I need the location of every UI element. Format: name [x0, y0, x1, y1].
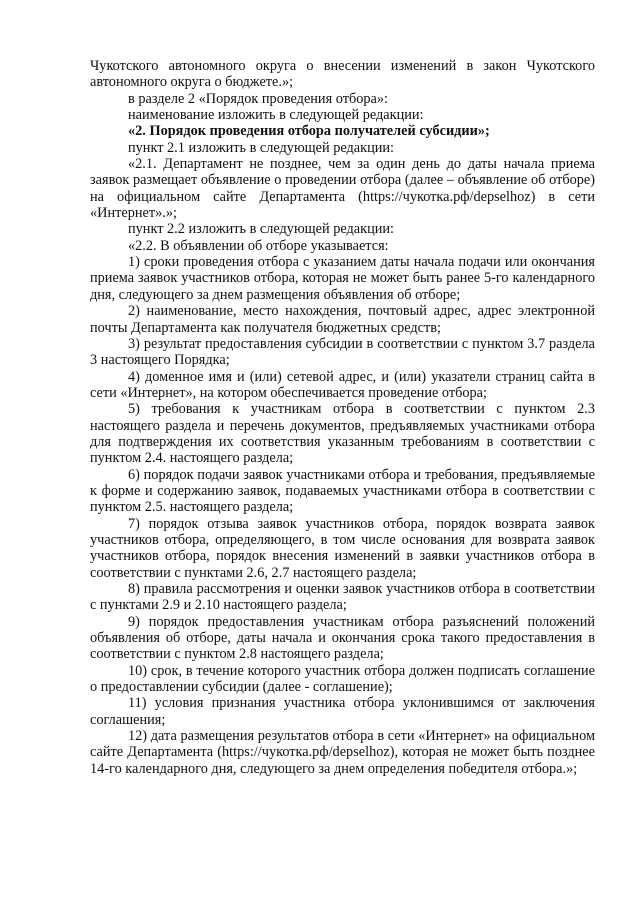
list-item-8: 8) правила рассмотрения и оценки заявок участников отбора в соответствии с пунктами 2.9 и 2.10 настоящего раздела;	[90, 581, 595, 614]
list-item-5: 5) требования к участникам отбора в соответствии с пунктом 2.3 настоящего раздела и перечень документов, предъявляемых участниками отбора для подтверждения их соответствия указанным требованиям в соответствии с пунктом 2.4. настоящего раздела;	[90, 401, 595, 467]
paragraph-clause-2-2: «2.2. В объявлении об отборе указывается:	[128, 237, 389, 254]
paragraph-continuation: Чукотского автономного округа о внесении изменений в закон Чукотского автономного округа о бюджете.»;	[90, 58, 595, 91]
paragraph-clause-2-2-intro: пункт 2.2 изложить в следующей редакции:	[128, 221, 395, 238]
section-heading: «2. Порядок проведения отбора получателей субсидии»;	[128, 123, 490, 140]
paragraph-title-instruction: наименование изложить в следующей редакции:	[128, 107, 424, 124]
list-item-1: 1) сроки проведения отбора с указанием даты начала подачи или окончания приема заявок участников отбора, которая не может быть ранее 5-го календарного дня, следующего за днем размещения объявления об отборе;	[90, 254, 595, 303]
list-item-2: 2) наименование, место нахождения, почтовый адрес, адрес электронной почты Департамента как получателя бюджетных средств;	[90, 303, 595, 336]
list-item-4: 4) доменное имя и (или) сетевой адрес, и (или) указатели страниц сайта в сети «Интернет», на котором обеспечивается проведение отбора;	[90, 368, 595, 401]
paragraph-clause-2-1: «2.1. Департамент не позднее, чем за один день до даты начала приема заявок размещает объявление о проведении отбора (далее – объявление об отборе) на официальном сайте Департамента (https://чукотка.рф/depselhoz) в сети «Интернет».»;	[90, 156, 595, 222]
list-item-10: 10) срок, в течение которого участник отбора должен подписать соглашение о предоставлении субсидии (далее - соглашение);	[90, 662, 595, 696]
list-item-9: 9) порядок предоставления участникам отбора разъяснений положений объявления об отборе, даты начала и окончания срока такого предоставления в соответствии с пунктом 2.8 настоящего раздела;	[90, 613, 595, 663]
list-item-6: 6) порядок подачи заявок участниками отбора и требования, предъявляемые к форме и содержанию заявок, подаваемых участниками отбора в соответствии с пунктом 2.5. настоящего раздела;	[90, 466, 595, 516]
list-item-11: 11) условия признания участника отбора уклонившимся от заключения соглашения;	[90, 695, 595, 728]
list-item-3: 3) результат предоставления субсидии в соответствии с пунктом 3.7 раздела 3 настоящего Порядка;	[90, 335, 595, 369]
list-item-12: 12) дата размещения результатов отбора в сети «Интернет» на официальном сайте Департамента (https://чукотка.рф/depselhoz), которая не может быть позднее 14-го календарного дня, следующего за днем определения победителя отбора.»;	[90, 728, 595, 777]
paragraph-clause-2-1-intro: пункт 2.1 изложить в следующей редакции:	[128, 139, 395, 156]
document-page	[90, 58, 595, 777]
list-item-7: 7) порядок отзыва заявок участников отбора, порядок возврата заявок участников отбора, определяющего, в том числе основания для возврата заявок участников отбора, порядок внесения изменений в заявки участников отбора в соответствии с пунктами 2.6, 2.7 настоящего раздела;	[90, 515, 595, 581]
paragraph-section-2-intro: в разделе 2 «Порядок проведения отбора»:	[128, 90, 388, 107]
